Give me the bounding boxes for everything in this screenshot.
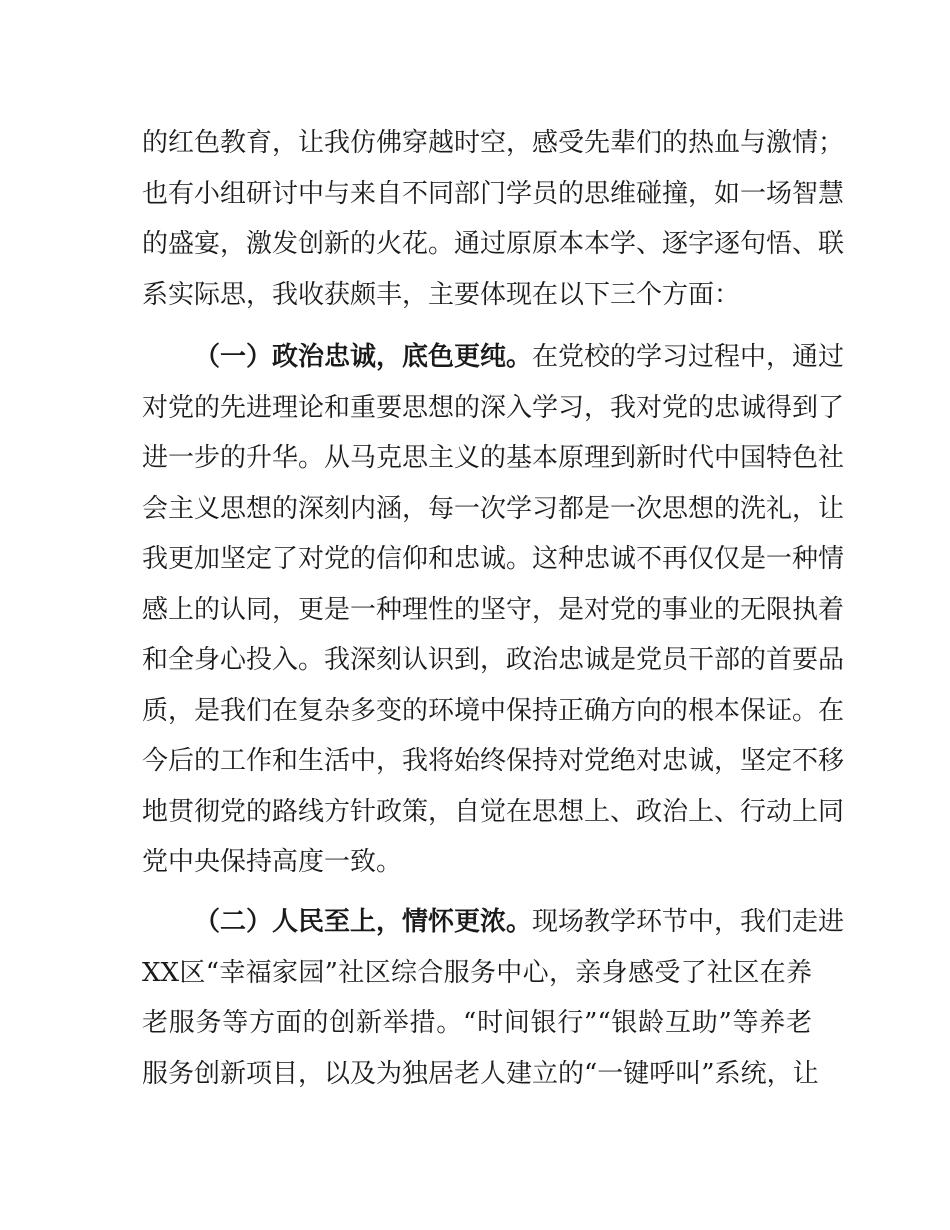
- paragraph-line: 地贯彻党的路线方针政策，自觉在思想上、政治上、行动上同: [142, 797, 845, 827]
- paragraph-line: XX区“幸福家园”社区综合服务中心，亲身感受了社区在养: [142, 958, 812, 988]
- paragraph-line: 也有小组研讨中与来自不同部门学员的思维碰撞，如一场智慧: [142, 179, 845, 209]
- paragraph-line: 和全身心投入。我深刻认识到，政治忠诚是党员干部的首要品: [142, 645, 845, 675]
- paragraph-line: 服务创新项目，以及为独居老人建立的“一键呼叫”系统，让: [142, 1059, 819, 1089]
- section-heading-people-first: （二）人民至上，情怀更浓。: [194, 907, 533, 937]
- paragraph-line: 系实际思，我收获颇丰，主要体现在以下三个方面：: [142, 280, 741, 310]
- paragraph-line: 质，是我们在复杂多变的环境中保持正确方向的根本保证。在: [142, 696, 845, 726]
- section-heading-line: [194, 333, 845, 381]
- paragraph-line: 老服务等方面的创新举措。“时间银行”“银龄互助”等养老: [142, 1008, 812, 1038]
- paragraph-line: 进一步的升华。从马克思主义的基本原理到新时代中国特色社: [142, 443, 845, 473]
- heading-line-text: 在党校的学习过程中，通过: [532, 342, 845, 372]
- section-heading-political-loyalty: （一）政治忠诚，底色更纯。: [194, 342, 533, 372]
- paragraph-line: 的盛宴，激发创新的火花。通过原原本本学、逐字逐句悟、联: [142, 229, 845, 259]
- paragraph-line: 今后的工作和生活中，我将始终保持对党绝对忠诚，坚定不移: [142, 746, 845, 776]
- paragraph-line: 我更加坚定了对党的信仰和忠诚。这种忠诚不再仅仅是一种情: [142, 544, 845, 574]
- paragraph-line: 对党的先进理论和重要思想的深入学习，我对党的忠诚得到了: [142, 393, 845, 423]
- section-heading-line: [194, 898, 845, 946]
- paragraph-line: 会主义思想的深刻内涵，每一次学习都是一次思想的洗礼，让: [142, 494, 845, 524]
- heading-line-text: 现场教学环节中，我们走进: [532, 907, 845, 937]
- paragraph-line: 党中央保持高度一致。: [142, 847, 403, 877]
- paragraph-line: 的红色教育，让我仿佛穿越时空，感受先辈们的热血与激情；: [142, 128, 845, 158]
- paragraph-line: 感上的认同，更是一种理性的坚守，是对党的事业的无限执着: [142, 595, 845, 625]
